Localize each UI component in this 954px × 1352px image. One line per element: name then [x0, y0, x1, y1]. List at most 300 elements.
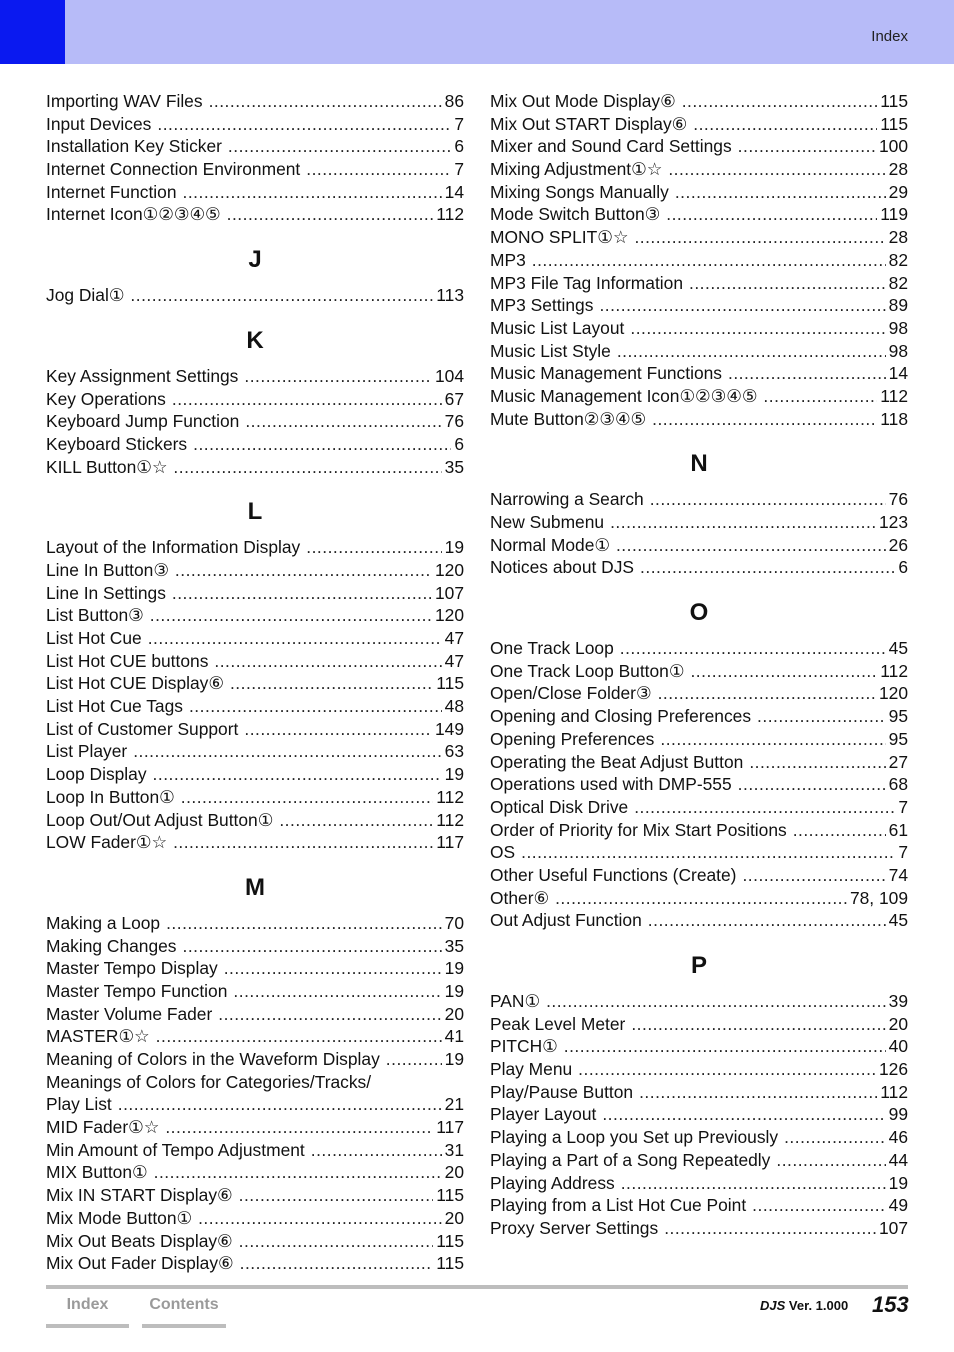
index-entry[interactable]	[490, 990, 908, 1013]
page-number: 153	[872, 1292, 909, 1317]
entry-page[interactable]: 26	[888, 534, 908, 555]
dot-leader	[675, 181, 886, 204]
index-entry[interactable]	[490, 408, 908, 431]
entry-page[interactable]: 119	[880, 204, 908, 225]
entry-term: Meanings of Colors for Categories/Tracks/	[46, 1071, 372, 1092]
index-entry[interactable]	[490, 135, 908, 158]
index-group	[490, 450, 908, 579]
index-entry[interactable]	[46, 1003, 464, 1026]
index-entry[interactable]	[46, 365, 464, 388]
index-entry[interactable]	[46, 1093, 464, 1116]
entry-term: Play/Pause Button	[490, 1081, 634, 1102]
dot-leader	[183, 181, 442, 204]
entry-page[interactable]: 115	[436, 673, 464, 694]
entry-term: Order of Priority for Mix Start Positions	[490, 819, 787, 840]
entry-page[interactable]: 89	[888, 295, 908, 316]
dot-leader	[660, 728, 885, 751]
entry-page[interactable]: 76	[888, 489, 908, 510]
entry-term: KILL Button①☆	[46, 456, 168, 477]
entry-page[interactable]: 7	[454, 113, 464, 134]
entry-page[interactable]: 68	[888, 774, 908, 795]
section-letter: K	[246, 326, 264, 354]
index-entry[interactable]	[46, 1139, 464, 1162]
entry-page[interactable]: 120	[878, 683, 908, 704]
dot-leader	[617, 340, 886, 363]
index-entry[interactable]	[490, 534, 908, 557]
entry-page[interactable]: 19	[444, 980, 464, 1001]
index-entry[interactable]	[490, 556, 908, 579]
entry-term: Loop Display	[46, 764, 147, 785]
entry-term: Meaning of Colors in the Waveform Display	[46, 1049, 380, 1069]
index-entry[interactable]	[46, 957, 464, 980]
footer-divider	[46, 1285, 908, 1289]
index-entry[interactable]	[490, 637, 908, 660]
entry-page[interactable]: 82	[888, 272, 908, 293]
entry-page[interactable]: 115	[880, 91, 908, 111]
dot-leader	[532, 249, 886, 272]
entry-page[interactable]: 107	[434, 582, 464, 603]
index-entry[interactable]	[46, 627, 464, 650]
index-entry[interactable]	[490, 317, 908, 340]
entry-term: Out Adjust Function	[490, 910, 642, 931]
dot-leader	[749, 751, 885, 774]
index-entry[interactable]	[46, 831, 464, 854]
entry-page[interactable]: 20	[888, 1013, 908, 1034]
entry-term: List Button③	[46, 605, 144, 626]
entry-page[interactable]: 104	[434, 365, 464, 386]
entry-page[interactable]: 115	[436, 1230, 464, 1251]
dot-leader	[555, 887, 847, 910]
index-entry[interactable]	[46, 604, 464, 627]
entry-page[interactable]: 117	[436, 1117, 464, 1138]
index-entry[interactable]	[490, 1035, 908, 1058]
entry-page[interactable]: 44	[888, 1149, 908, 1170]
dot-leader	[386, 1048, 442, 1071]
dot-leader	[154, 1161, 442, 1184]
dot-leader	[564, 1035, 886, 1058]
entry-term: Mix Out Mode Display⑥	[490, 91, 676, 111]
entry-term: Layout of the Information Display	[46, 537, 301, 558]
index-entry[interactable]	[490, 158, 908, 181]
entry-page[interactable]: 86	[444, 91, 464, 111]
entry-page[interactable]: 120	[434, 605, 464, 626]
entry-page[interactable]: 100	[878, 136, 908, 157]
entry-term: Internet Function	[46, 181, 177, 202]
entry-term: List Hot Cue	[46, 628, 142, 648]
dot-leader	[240, 1252, 434, 1275]
dot-leader	[640, 556, 895, 579]
entry-page[interactable]: 47	[444, 628, 464, 648]
entry-term: Key Operations	[46, 388, 166, 409]
entry-term: List Hot Cue Tags	[46, 696, 183, 717]
index-entry[interactable]	[490, 1217, 908, 1240]
index-entry[interactable]	[46, 90, 464, 113]
dot-leader	[239, 1230, 434, 1253]
dot-leader	[244, 365, 432, 388]
index-entry[interactable]	[46, 650, 464, 673]
entry-term: MIX Button①	[46, 1162, 148, 1183]
entry-term: MP3 File Tag Information	[490, 272, 683, 293]
index-tab[interactable]: Index	[46, 1296, 129, 1328]
entry-term: Playing a Part of a Song Repeatedly	[490, 1149, 771, 1170]
index-entry[interactable]	[46, 203, 464, 226]
index-entry[interactable]	[490, 511, 908, 534]
index-entry[interactable]	[46, 672, 464, 695]
dot-leader	[599, 294, 885, 317]
entry-term: PAN①	[490, 991, 541, 1011]
contents-tab[interactable]: Contents	[142, 1296, 226, 1328]
index-entry[interactable]	[490, 1172, 908, 1195]
dot-leader	[652, 408, 877, 431]
entry-term: Open/Close Folder③	[490, 683, 652, 704]
dot-leader	[793, 819, 886, 842]
entry-term: Making a Loop	[46, 912, 161, 933]
entry-page[interactable]: 7	[898, 796, 908, 817]
entry-page[interactable]: 95	[888, 706, 908, 727]
dot-leader	[521, 841, 895, 864]
entry-term: Min Amount of Tempo Adjustment	[46, 1139, 305, 1160]
entry-page[interactable]: 112	[880, 385, 908, 406]
header-title: Index	[871, 28, 908, 45]
entry-page[interactable]: 45	[888, 638, 908, 659]
entry-term: One Track Loop Button①	[490, 660, 685, 681]
index-entry[interactable]	[490, 181, 908, 204]
index-entry[interactable]	[490, 751, 908, 774]
index-group	[490, 90, 908, 430]
entry-term: Operating the Beat Adjust Button	[490, 751, 744, 772]
dot-leader	[311, 1139, 442, 1162]
dot-leader	[172, 582, 432, 605]
dot-leader	[224, 957, 442, 980]
index-entry[interactable]	[46, 388, 464, 411]
index-entry[interactable]	[46, 135, 464, 158]
entry-term: LOW Fader①☆	[46, 832, 168, 853]
entry-page[interactable]: 6	[454, 433, 464, 454]
entry-term: List Hot CUE Display⑥	[46, 673, 224, 694]
index-entry[interactable]	[46, 935, 464, 958]
index-entry[interactable]	[490, 660, 908, 683]
dot-leader	[183, 935, 442, 958]
entry-page[interactable]: 28	[888, 159, 908, 180]
index-entry[interactable]	[46, 1230, 464, 1253]
entry-page[interactable]: 31	[444, 1139, 464, 1160]
entry-page[interactable]: 7	[454, 159, 464, 180]
entry-page[interactable]: 99	[888, 1104, 908, 1125]
entry-page[interactable]: 19	[888, 1172, 908, 1193]
entry-page[interactable]: 112	[436, 809, 464, 830]
index-entry[interactable]	[490, 1058, 908, 1081]
index-entry[interactable]	[490, 90, 908, 113]
dot-leader	[546, 990, 886, 1013]
dot-leader	[189, 695, 442, 718]
index-entry[interactable]	[46, 695, 464, 718]
index-entry[interactable]	[490, 864, 908, 887]
index-entry[interactable]	[490, 1081, 908, 1104]
index-entry[interactable]	[490, 705, 908, 728]
index-entry[interactable]	[490, 1013, 908, 1036]
entry-term: Opening and Closing Preferences	[490, 706, 752, 727]
entry-term: Peak Level Meter	[490, 1013, 626, 1034]
index-entry[interactable]	[46, 536, 464, 559]
index-entry[interactable]	[490, 294, 908, 317]
entry-page[interactable]: 47	[444, 650, 464, 671]
dot-leader	[630, 317, 885, 340]
index-entry[interactable]	[46, 1207, 464, 1230]
entry-term: Normal Mode①	[490, 534, 610, 555]
index-entry[interactable]	[490, 819, 908, 842]
dot-leader	[218, 1003, 441, 1026]
index-entry[interactable]	[490, 909, 908, 932]
dot-leader	[156, 1025, 442, 1048]
index-entry[interactable]	[46, 410, 464, 433]
entry-term: Mix IN START Display⑥	[46, 1185, 233, 1206]
entry-term: Internet Connection Environment	[46, 159, 301, 180]
entry-term: One Track Loop	[490, 638, 614, 659]
index-entry[interactable]	[490, 113, 908, 136]
entry-term: Master Tempo Function	[46, 980, 228, 1001]
entry-term: Player Layout	[490, 1104, 597, 1125]
index-entry[interactable]	[490, 340, 908, 363]
dot-leader	[150, 604, 432, 627]
dot-leader	[245, 410, 441, 433]
entry-page[interactable]: 120	[434, 559, 464, 580]
index-entry[interactable]	[46, 284, 464, 307]
entry-page[interactable]: 112	[436, 786, 464, 807]
entry-term: Mute Button②③④⑤	[490, 408, 647, 429]
dot-leader	[173, 456, 441, 479]
index-entry[interactable]	[490, 1194, 908, 1217]
dot-leader	[776, 1149, 885, 1172]
entry-term: Other Useful Functions (Create)	[490, 864, 737, 885]
entry-page[interactable]: 19	[444, 1049, 464, 1069]
entry-page[interactable]: 117	[436, 832, 464, 853]
section-letter: L	[247, 498, 263, 526]
dot-leader	[738, 135, 876, 158]
index-group	[490, 952, 908, 1240]
index-entry[interactable]	[46, 740, 464, 763]
index-entry[interactable]	[46, 158, 464, 181]
dot-leader	[693, 113, 877, 136]
entry-page[interactable]: 95	[888, 728, 908, 749]
index-entry[interactable]	[46, 912, 464, 935]
entry-term: Opening Preferences	[490, 728, 655, 749]
entry-page[interactable]: 19	[444, 764, 464, 785]
entry-page[interactable]: 63	[444, 741, 464, 762]
dot-leader	[198, 1207, 442, 1230]
entry-term: Mix Out START Display⑥	[490, 113, 688, 134]
entry-page[interactable]: 118	[880, 408, 908, 429]
entry-term: Mixing Songs Manually	[490, 181, 669, 202]
entry-page[interactable]: 48	[444, 696, 464, 717]
entry-page[interactable]: 40	[888, 1036, 908, 1057]
index-column-left	[46, 90, 464, 1275]
index-entry[interactable]	[490, 385, 908, 408]
entry-term: MID Fader①☆	[46, 1117, 160, 1138]
entry-page[interactable]: 27	[888, 751, 908, 772]
dot-leader	[666, 203, 877, 226]
entry-page[interactable]: 41	[444, 1026, 464, 1047]
dot-leader	[668, 158, 885, 181]
entry-page[interactable]: 107	[878, 1217, 908, 1238]
index-entry[interactable]	[46, 559, 464, 582]
entry-page[interactable]: 149	[434, 718, 464, 739]
index-entry[interactable]	[490, 203, 908, 226]
index-entry[interactable]	[46, 809, 464, 832]
entry-term: Mix Out Fader Display⑥	[46, 1253, 234, 1274]
entry-page[interactable]: 82	[888, 249, 908, 270]
dot-leader	[610, 511, 876, 534]
entry-page[interactable]: 113	[436, 285, 464, 306]
dot-leader	[130, 284, 433, 307]
entry-page[interactable]: 112	[880, 660, 908, 681]
entry-page[interactable]: 20	[444, 1003, 464, 1024]
dot-leader	[682, 90, 878, 113]
entry-term: Operations used with DMP-555	[490, 774, 732, 795]
index-entry[interactable]	[490, 1126, 908, 1149]
entry-page[interactable]: 49	[888, 1195, 908, 1216]
entry-page[interactable]: 19	[444, 958, 464, 979]
entry-term: Mix Out Beats Display⑥	[46, 1230, 233, 1251]
entry-page[interactable]: 115	[436, 1253, 464, 1274]
index-entry[interactable]	[46, 1048, 464, 1071]
entry-term: New Submenu	[490, 512, 605, 532]
entry-page[interactable]: 14	[888, 363, 908, 384]
index-entry[interactable]	[46, 181, 464, 204]
entry-page[interactable]: 20	[444, 1207, 464, 1228]
entry-term: MONO SPLIT①☆	[490, 227, 629, 248]
entry-page[interactable]: 112	[436, 204, 464, 225]
entry-term: PITCH①	[490, 1036, 558, 1057]
dot-leader	[752, 1194, 886, 1217]
entry-page[interactable]: 39	[888, 991, 908, 1011]
entry-page[interactable]: 29	[888, 181, 908, 202]
entry-page[interactable]: 98	[888, 317, 908, 338]
entry-term: Key Assignment Settings	[46, 365, 239, 386]
entry-page[interactable]: 45	[888, 910, 908, 931]
entry-page[interactable]: 35	[444, 456, 464, 477]
index-entry[interactable]	[46, 786, 464, 809]
dot-leader	[742, 864, 885, 887]
dot-leader	[728, 362, 886, 385]
entry-page[interactable]: 14	[444, 181, 464, 202]
index-entry[interactable]	[490, 488, 908, 511]
index-entry[interactable]	[46, 718, 464, 741]
entry-page[interactable]: 78, 109	[849, 887, 908, 908]
index-entry[interactable]	[490, 1103, 908, 1126]
dot-leader	[153, 763, 442, 786]
dot-leader	[279, 809, 433, 832]
entry-page[interactable]: 20	[444, 1162, 464, 1183]
dot-leader	[214, 650, 441, 673]
dot-leader	[181, 786, 434, 809]
index-entry[interactable]	[490, 841, 908, 864]
index-entry[interactable]	[46, 456, 464, 479]
entry-page[interactable]: 76	[444, 411, 464, 432]
entry-page[interactable]: 115	[880, 113, 908, 134]
entry-term: Music List Style	[490, 340, 611, 361]
index-entry[interactable]	[490, 796, 908, 819]
entry-term: Playing a Loop you Set up Previously	[490, 1127, 779, 1148]
entry-page[interactable]: 19	[444, 537, 464, 558]
index-entry[interactable]	[490, 887, 908, 910]
index-entry[interactable]	[46, 1252, 464, 1275]
dot-leader	[233, 980, 441, 1003]
dot-leader	[664, 1217, 876, 1240]
entry-page[interactable]: 112	[880, 1081, 908, 1102]
entry-page[interactable]: 70	[444, 912, 464, 933]
index-entry[interactable]	[490, 773, 908, 796]
dot-leader	[650, 488, 886, 511]
entry-page[interactable]: 123	[878, 512, 908, 532]
index-entry[interactable]	[46, 1025, 464, 1048]
entry-term: Loop In Button①	[46, 786, 175, 807]
dot-leader	[230, 672, 433, 695]
index-entry[interactable]	[46, 113, 464, 136]
entry-term: Master Volume Fader	[46, 1003, 213, 1024]
entry-term: Music List Layout	[490, 317, 625, 338]
entry-page[interactable]: 7	[898, 842, 908, 863]
entry-page[interactable]: 67	[444, 388, 464, 409]
index-entry[interactable]	[46, 980, 464, 1003]
entry-page[interactable]: 61	[888, 819, 908, 840]
entry-page[interactable]: 74	[888, 864, 908, 885]
entry-term: Line In Settings	[46, 582, 166, 603]
index-group	[490, 599, 908, 932]
entry-term: Keyboard Jump Function	[46, 411, 240, 432]
index-entry[interactable]	[46, 1071, 464, 1094]
dot-leader	[738, 773, 886, 796]
entry-page[interactable]: 6	[454, 136, 464, 157]
index-entry[interactable]	[490, 272, 908, 295]
entry-page[interactable]: 28	[888, 227, 908, 248]
entry-page[interactable]: 6	[898, 557, 908, 578]
entry-term: List Hot CUE buttons	[46, 650, 209, 671]
index-entry[interactable]	[490, 226, 908, 249]
entry-page[interactable]: 46	[888, 1127, 908, 1148]
index-entry[interactable]	[46, 1161, 464, 1184]
index-entry[interactable]	[46, 763, 464, 786]
index-entry[interactable]	[490, 249, 908, 272]
entry-term: Mode Switch Button③	[490, 204, 661, 225]
index-column-right	[490, 90, 908, 1240]
dot-leader	[578, 1058, 876, 1081]
entry-page[interactable]: 126	[878, 1059, 908, 1080]
header-band	[0, 0, 954, 64]
entry-page[interactable]: 21	[444, 1094, 464, 1115]
entry-term: Mixing Adjustment①☆	[490, 159, 663, 180]
index-entry[interactable]	[46, 1116, 464, 1139]
entry-term: Loop Out/Out Adjust Button①	[46, 809, 274, 830]
index-entry[interactable]	[490, 362, 908, 385]
index-entry[interactable]	[490, 728, 908, 751]
section-letter: N	[690, 450, 708, 478]
dot-leader	[648, 909, 886, 932]
index-entry[interactable]	[46, 582, 464, 605]
entry-page[interactable]: 35	[444, 935, 464, 956]
dot-leader	[306, 158, 451, 181]
index-entry[interactable]	[46, 433, 464, 456]
index-group	[46, 498, 464, 854]
entry-page[interactable]: 98	[888, 340, 908, 361]
dot-leader	[227, 203, 434, 226]
index-entry[interactable]	[490, 682, 908, 705]
entry-page[interactable]: 115	[436, 1185, 464, 1206]
index-entry[interactable]	[46, 1184, 464, 1207]
dot-leader	[658, 682, 876, 705]
entry-term: Importing WAV Files	[46, 91, 203, 111]
section-letter: P	[690, 952, 707, 979]
index-entry[interactable]	[490, 1149, 908, 1172]
